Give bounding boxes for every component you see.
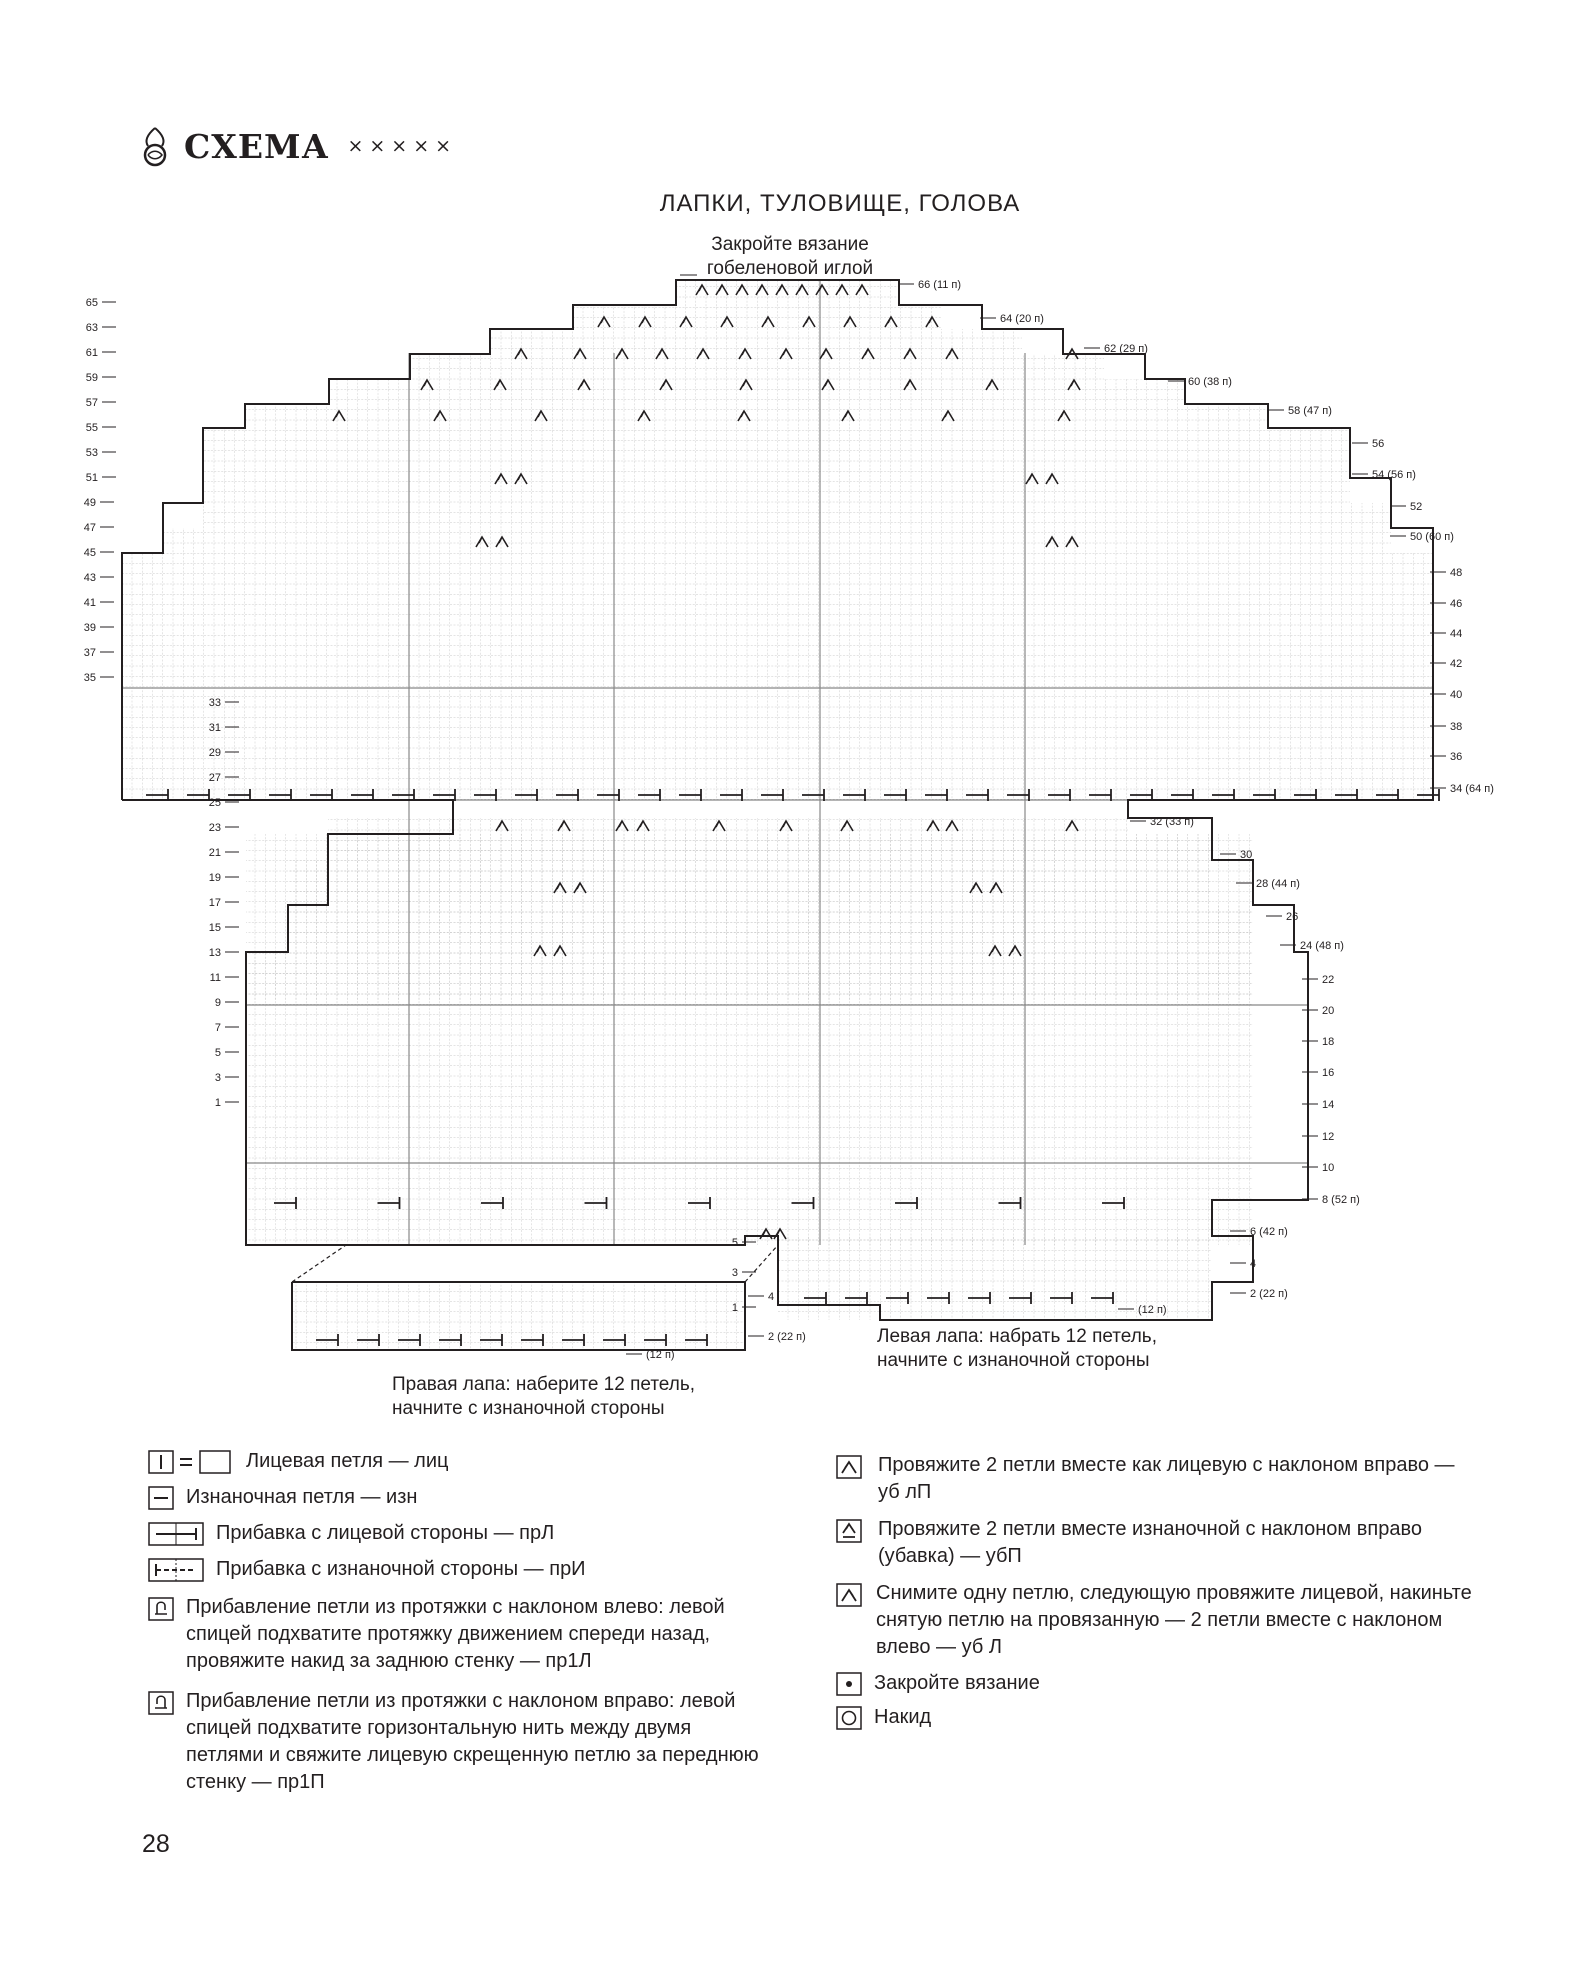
row-label-right: (12 п) bbox=[1138, 1304, 1167, 1316]
row-label-left: 17 bbox=[208, 897, 221, 909]
row-label-left: 3 bbox=[731, 1267, 738, 1279]
row-label-right: 46 bbox=[1450, 598, 1463, 610]
row-label-left: 61 bbox=[85, 347, 98, 359]
purl-icon bbox=[148, 1485, 176, 1511]
bind-off-icon bbox=[836, 1671, 864, 1697]
row-label-right: 28 (44 п) bbox=[1256, 878, 1300, 890]
row-label-left: 15 bbox=[208, 922, 221, 934]
row-label-left: 1 bbox=[214, 1097, 221, 1109]
legend-item-k2tog bbox=[836, 1452, 1476, 1506]
legend-text: Прибавка с изнаночной стороны — прИ bbox=[216, 1558, 586, 1580]
row-label-left: 11 bbox=[209, 972, 221, 984]
row-label-right: 26 bbox=[1286, 911, 1299, 923]
row-label-right: 44 bbox=[1450, 628, 1463, 640]
row-label-right: 16 bbox=[1322, 1067, 1335, 1079]
row-label-left: 3 bbox=[214, 1072, 221, 1084]
right-paw-connector bbox=[292, 1245, 346, 1282]
body-grid bbox=[246, 952, 1253, 1000]
row-label-left: 5 bbox=[731, 1237, 738, 1249]
row-label-left: 1 bbox=[731, 1302, 738, 1314]
row-label-right: 32 (33 п) bbox=[1150, 816, 1194, 828]
row-label-left: 55 bbox=[85, 422, 98, 434]
row-label-left: 5 bbox=[214, 1047, 221, 1059]
legend-text: Прибавление петли из протяжки с наклоном влево: левой спицей подхватите протяжку движением спереди назад, провяжите накид за заднюю стенку — пр1Л bbox=[186, 1596, 725, 1672]
row-label-left: 23 bbox=[208, 822, 221, 834]
row-label-left: 21 bbox=[208, 847, 221, 859]
left-paw-note: начните с изнаночной стороны bbox=[877, 1350, 1150, 1371]
head-grid bbox=[329, 379, 1185, 404]
k2tog-icon bbox=[836, 1454, 864, 1480]
row-label-right: 62 (29 п) bbox=[1104, 343, 1148, 355]
row-label-right: 4 bbox=[768, 1291, 775, 1303]
left-paw-note: Левая лапа: набрать 12 петель, bbox=[877, 1326, 1157, 1347]
row-label-right: 64 (20 п) bbox=[1000, 313, 1044, 325]
legend-item-p2tog bbox=[836, 1516, 1476, 1570]
right-paw-note: начните с изнаночной стороны bbox=[392, 1398, 665, 1419]
legend-text: Прибавка с лицевой стороны — прЛ bbox=[216, 1522, 555, 1544]
row-label-right: 48 bbox=[1450, 567, 1463, 579]
head-grid bbox=[203, 503, 1391, 528]
body-grid bbox=[328, 818, 1128, 834]
row-label-left: 9 bbox=[214, 997, 221, 1009]
row-label-right: 2 (22 п) bbox=[768, 1331, 806, 1343]
row-label-right: 38 bbox=[1450, 721, 1463, 733]
row-label-right: 52 bbox=[1410, 501, 1423, 513]
row-label-right: 4 bbox=[1250, 1258, 1257, 1270]
row-label-left: 41 bbox=[83, 597, 96, 609]
row-label-right: 66 (11 п) bbox=[918, 279, 962, 291]
row-label-right: 56 bbox=[1372, 438, 1385, 450]
chart-title: ЛАПКИ, ТУЛОВИЩЕ, ГОЛОВА bbox=[659, 190, 1021, 217]
p2tog-icon bbox=[836, 1518, 864, 1544]
inc-rs-icon bbox=[148, 1521, 206, 1547]
legend-item-inc-rs bbox=[148, 1520, 768, 1547]
legend-item-skp bbox=[836, 1580, 1476, 1661]
decorative-stars: ××××× bbox=[347, 135, 458, 157]
row-label-left: 39 bbox=[83, 622, 96, 634]
row-label-left: 45 bbox=[83, 547, 96, 559]
top-note: Закройте вязание bbox=[711, 234, 869, 255]
row-label-right: 14 bbox=[1322, 1099, 1335, 1111]
m1l-icon bbox=[148, 1596, 176, 1622]
row-label-left: 35 bbox=[83, 672, 96, 684]
legend-text: Прибавление петли из протяжки с наклоном вправо: левой спицей подхватите горизонтальную нить между двумя петлями и свяжите лицевую скрещенную петлю за переднюю стенку — пр1П bbox=[186, 1690, 759, 1793]
knit-icon bbox=[148, 1449, 236, 1475]
head-grid bbox=[490, 329, 1022, 354]
legend-text: Снимите одну петлю, следующую провяжите лицевой, накиньте снятую петлю на провязанную — 2 петли вместе с наклоном влево — уб Л bbox=[876, 1582, 1472, 1658]
row-label-left: 47 bbox=[83, 522, 96, 534]
legend-item-bind-off bbox=[836, 1670, 1476, 1697]
skp-icon bbox=[836, 1582, 864, 1608]
row-label-left: 37 bbox=[83, 647, 96, 659]
row-label-left: 53 bbox=[85, 447, 98, 459]
row-label-right: 6 (42 п) bbox=[1250, 1226, 1288, 1238]
body-grid bbox=[288, 860, 1212, 905]
section-title: СХЕМА bbox=[184, 126, 330, 166]
inc-ws-icon bbox=[148, 1557, 206, 1583]
row-label-right: 60 (38 п) bbox=[1188, 376, 1232, 388]
row-label-right: 50 (60 п) bbox=[1410, 531, 1454, 543]
body-grid bbox=[288, 905, 1253, 952]
row-label-left: 29 bbox=[208, 747, 221, 759]
legend-text: Изнаночная петля — изн bbox=[186, 1486, 418, 1508]
top-note: гобеленовой иглой bbox=[706, 258, 874, 279]
row-label-left: 31 bbox=[208, 722, 221, 734]
row-label-left: 59 bbox=[85, 372, 98, 384]
m1r-icon bbox=[148, 1690, 176, 1716]
legend-text: Закройте вязание bbox=[874, 1672, 1040, 1694]
row-label-right: 42 bbox=[1450, 658, 1463, 670]
legend-item-purl bbox=[148, 1484, 768, 1511]
head-grid bbox=[245, 404, 1268, 428]
right-paw-note: Правая лапа: наберите 12 петель, bbox=[392, 1374, 696, 1395]
row-label-left: 65 bbox=[85, 297, 98, 309]
row-label-left: 63 bbox=[85, 322, 98, 334]
row-label-left: 51 bbox=[85, 472, 98, 484]
row-label-left: 19 bbox=[208, 872, 221, 884]
row-label-left: 27 bbox=[208, 772, 221, 784]
row-label-right: (12 п) bbox=[646, 1349, 675, 1361]
head-grid bbox=[410, 354, 1104, 379]
row-label-right: 20 bbox=[1322, 1005, 1335, 1017]
row-label-right: 10 bbox=[1322, 1162, 1335, 1174]
row-label-right: 30 bbox=[1240, 849, 1253, 861]
legend-item-m1r bbox=[148, 1688, 768, 1796]
legend-text: Накид bbox=[874, 1706, 932, 1728]
row-label-right: 34 (64 п) bbox=[1450, 783, 1494, 795]
legend-item-yarn-over bbox=[836, 1704, 1476, 1731]
row-label-left: 43 bbox=[83, 572, 96, 584]
row-label-right: 12 bbox=[1322, 1131, 1335, 1143]
legend-text: Провяжите 2 петли вместе изнаночной с наклоном вправо (убавка) — убП bbox=[878, 1518, 1422, 1567]
yarn-over-icon bbox=[836, 1705, 864, 1731]
row-label-right: 2 (22 п) bbox=[1250, 1288, 1288, 1300]
row-label-left: 33 bbox=[208, 697, 221, 709]
row-label-left: 13 bbox=[208, 947, 221, 959]
row-label-right: 8 (52 п) bbox=[1322, 1194, 1360, 1206]
head-grid bbox=[163, 528, 1391, 553]
row-label-right: 18 bbox=[1322, 1036, 1335, 1048]
row-label-right: 40 bbox=[1450, 689, 1463, 701]
legend-item-m1l bbox=[148, 1594, 768, 1675]
page-number: 28 bbox=[142, 1830, 170, 1858]
body-grid bbox=[328, 834, 1212, 860]
row-label-right: 24 (48 п) bbox=[1300, 940, 1344, 952]
row-label-left: 57 bbox=[85, 397, 98, 409]
legend-text: Провяжите 2 петли вместе как лицевую с наклоном вправо — уб лП bbox=[878, 1454, 1455, 1503]
legend-text: Лицевая петля — лиц bbox=[246, 1450, 449, 1472]
row-label-right: 58 (47 п) bbox=[1288, 405, 1332, 417]
row-label-left: 25 bbox=[208, 797, 221, 809]
row-label-right: 54 (56 п) bbox=[1372, 469, 1416, 481]
head-grid bbox=[122, 553, 1433, 800]
row-label-right: 22 bbox=[1322, 974, 1335, 986]
row-label-left: 49 bbox=[83, 497, 96, 509]
row-label-right: 36 bbox=[1450, 751, 1463, 763]
legend-item-knit bbox=[148, 1448, 768, 1475]
head-grid bbox=[203, 428, 1350, 503]
legend-item-inc-ws bbox=[148, 1556, 768, 1583]
row-label-left: 7 bbox=[214, 1022, 221, 1034]
right-paw-connector bbox=[745, 1245, 778, 1282]
head-grid bbox=[676, 280, 899, 305]
